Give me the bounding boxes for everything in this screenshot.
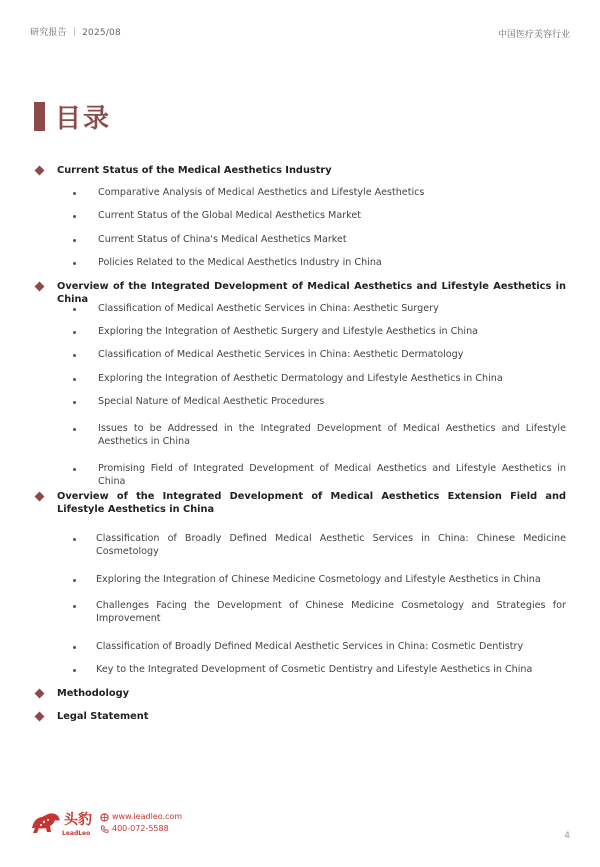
contact-info <box>100 811 182 835</box>
toc-item-label: Current Status of the Global Medical Aesthetics Market <box>98 210 362 221</box>
toc-item[interactable] <box>73 187 566 200</box>
toc-section[interactable] <box>35 710 566 723</box>
toc-section[interactable] <box>35 164 566 177</box>
bullet-dot-icon <box>73 579 76 582</box>
toc-item[interactable] <box>73 533 566 558</box>
bullet-dot-icon <box>73 468 76 471</box>
toc-item[interactable] <box>73 234 566 247</box>
toc-item[interactable] <box>73 326 566 339</box>
bullet-dot-icon <box>73 605 76 608</box>
toc-item[interactable] <box>73 641 566 654</box>
toc-item[interactable] <box>73 303 566 316</box>
toc-item[interactable] <box>73 349 566 362</box>
toc-section-label: Current Status of the Medical Aesthetics Industry <box>57 165 332 176</box>
toc-item-label: Comparative Analysis of Medical Aesthetics and Lifestyle Aesthetics <box>98 187 425 198</box>
toc-item-label: Classification of Broadly Defined Medical Aesthetic Services in China: Cosmetic Dentistry <box>96 641 524 652</box>
bullet-dot-icon <box>73 428 76 431</box>
toc-item-label: Challenges Facing the Development of Chinese Medicine Cosmetology and Strategies for Improvement <box>96 600 566 624</box>
toc-item-label: Policies Related to the Medical Aesthetics Industry in China <box>98 257 382 268</box>
bullet-dot-icon <box>73 378 76 381</box>
bullet-dot-icon <box>73 669 76 672</box>
bullet-dot-icon <box>73 538 76 541</box>
bullet-dot-icon <box>73 646 76 649</box>
toc-section-label: Legal Statement <box>57 711 149 722</box>
logo-text: 头豹 <box>64 812 92 828</box>
diamond-bullet-icon <box>35 492 45 502</box>
bullet-dot-icon <box>73 331 76 334</box>
toc-item[interactable] <box>73 373 566 386</box>
toc-section-label: Methodology <box>57 688 130 699</box>
toc-item-label: Issues to be Addressed in the Integrated Development of Medical Aesthetics and Lifestyle Aesthetics in China <box>98 423 566 447</box>
logo-subtext: LeadLeo <box>62 830 91 837</box>
toc-section[interactable] <box>35 490 566 516</box>
leopard-logo-icon <box>30 808 62 838</box>
bullet-dot-icon <box>73 192 76 195</box>
header-right: 中国医疗美容行业 <box>497 30 570 40</box>
page-title: 目录 <box>55 104 112 134</box>
globe-icon <box>100 813 109 822</box>
toc-item[interactable] <box>73 257 566 270</box>
diamond-bullet-icon <box>35 689 45 699</box>
toc-item-label: Classification of Medical Aesthetic Services in China: Aesthetic Surgery <box>98 303 439 314</box>
toc-item-label: Promising Field of Integrated Development of Medical Aesthetics and Lifestyle Aesthetics in China <box>98 463 566 487</box>
phone-icon <box>100 825 109 834</box>
toc-item[interactable] <box>73 600 566 625</box>
toc-item-label: Classification of Medical Aesthetic Services in China: Aesthetic Dermatology <box>98 349 464 360</box>
page-number: 4 <box>564 831 570 841</box>
bullet-dot-icon <box>73 308 76 311</box>
toc-item-label: Key to the Integrated Development of Cosmetic Dentistry and Lifestyle Aesthetics in China <box>96 664 533 675</box>
toc-item-label: Classification of Broadly Defined Medical Aesthetic Services in China: Chinese Medicine Cosmetology <box>96 533 566 557</box>
toc-item-label: Exploring the Integration of Aesthetic Surgery and Lifestyle Aesthetics in China <box>98 326 479 337</box>
diamond-bullet-icon <box>35 166 45 176</box>
toc-item-label: Current Status of China's Medical Aesthetics Market <box>98 234 347 245</box>
toc-item-label: Exploring the Integration of Aesthetic Dermatology and Lifestyle Aesthetics in China <box>98 373 503 384</box>
bullet-dot-icon <box>73 262 76 265</box>
diamond-bullet-icon <box>35 712 45 722</box>
bullet-dot-icon <box>73 239 76 242</box>
toc-item[interactable] <box>73 396 566 409</box>
toc-section-label: Overview of the Integrated Development of Medical Aesthetics Extension Field and Lifestyle Aesthetics in China <box>57 491 566 515</box>
toc-item-label: Special Nature of Medical Aesthetic Procedures <box>98 396 325 407</box>
page-title-block <box>34 98 111 135</box>
toc-item[interactable] <box>73 423 566 448</box>
header-left: 研究报告 ｜ 2025/08 <box>30 28 121 38</box>
toc-item[interactable] <box>73 574 566 587</box>
toc-item[interactable] <box>73 210 566 223</box>
toc-section[interactable] <box>35 687 566 700</box>
website-link[interactable]: www.leadleo.com <box>112 812 183 821</box>
footer-brand <box>30 808 182 838</box>
diamond-bullet-icon <box>35 282 45 292</box>
logo-wordmark <box>62 809 92 837</box>
title-accent-bar <box>34 102 45 131</box>
bullet-dot-icon <box>73 215 76 218</box>
toc-item[interactable] <box>73 664 566 677</box>
phone-number[interactable]: 400-072-5588 <box>112 824 169 833</box>
toc-section-label: Overview of the Integrated Development of Medical Aesthetics and Lifestyle Aesthetics in China <box>57 281 566 305</box>
toc-item[interactable] <box>73 463 566 488</box>
bullet-dot-icon <box>73 401 76 404</box>
bullet-dot-icon <box>73 354 76 357</box>
toc-item-label: Exploring the Integration of Chinese Medicine Cosmetology and Lifestyle Aesthetics in China <box>96 574 541 585</box>
